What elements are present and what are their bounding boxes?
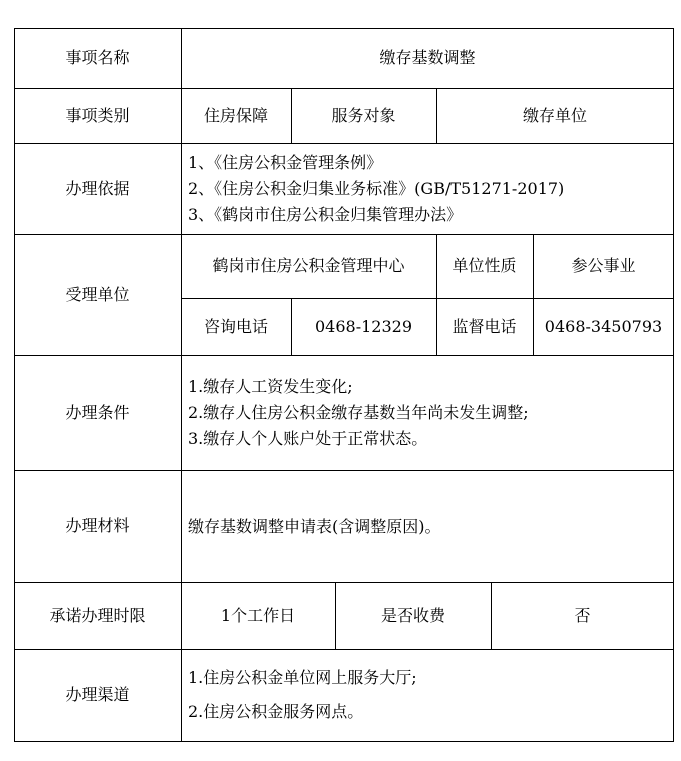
supervise-phone-value: 0468-3450793	[544, 316, 663, 336]
fee-label: 是否收费	[380, 605, 445, 625]
channel-item: 2.住房公积金服务网点。	[188, 702, 364, 721]
consult-phone-label: 咨询电话	[203, 316, 268, 336]
supervise-phone-label: 监督电话	[452, 316, 517, 336]
materials-label: 办理材料	[65, 516, 130, 535]
item-category-value: 住房保障	[203, 105, 268, 125]
conditions-label: 办理条件	[65, 402, 130, 422]
unit-nature-value: 参公事业	[571, 256, 636, 275]
service-target-value: 缴存单位	[522, 105, 587, 125]
service-guide-table	[14, 28, 674, 742]
handling-unit-name: 鹤岗市住房公积金管理中心	[212, 256, 405, 275]
legal-basis-item: 1、《住房公积金管理条例》	[188, 153, 383, 172]
condition-item: 1.缴存人工资发生变化;	[188, 377, 353, 396]
condition-item: 2.缴存人住房公积金缴存基数当年尚未发生调整;	[188, 403, 529, 422]
item-name-label: 事项名称	[65, 48, 130, 67]
item-category-label: 事项类别	[65, 105, 130, 125]
table-border-bottom	[14, 741, 674, 742]
service-target-label: 服务对象	[331, 105, 396, 125]
legal-basis-item: 3、《鹤岗市住房公积金归集管理办法》	[188, 205, 463, 224]
channels-list	[188, 661, 417, 729]
legal-basis-list	[188, 150, 564, 228]
time-limit-value: 1个工作日	[220, 605, 296, 625]
consult-phone-value: 0468-12329	[314, 316, 413, 336]
channels-label: 办理渠道	[65, 685, 130, 704]
unit-nature-label: 单位性质	[452, 256, 517, 275]
channel-item: 1.住房公积金单位网上服务大厅;	[188, 668, 417, 687]
condition-item: 3.缴存人个人账户处于正常状态。	[188, 429, 428, 448]
fee-value: 否	[574, 605, 591, 625]
time-limit-label: 承诺办理时限	[49, 605, 146, 625]
item-name-value: 缴存基数调整	[379, 48, 476, 67]
conditions-list	[188, 374, 529, 452]
legal-basis-label: 办理依据	[65, 178, 130, 198]
materials-value: 缴存基数调整申请表(含调整原因)。	[188, 517, 441, 536]
legal-basis-item: 2、《住房公积金归集业务标准》(GB/T51271-2017)	[188, 179, 565, 198]
handling-unit-label: 受理单位	[65, 284, 130, 304]
